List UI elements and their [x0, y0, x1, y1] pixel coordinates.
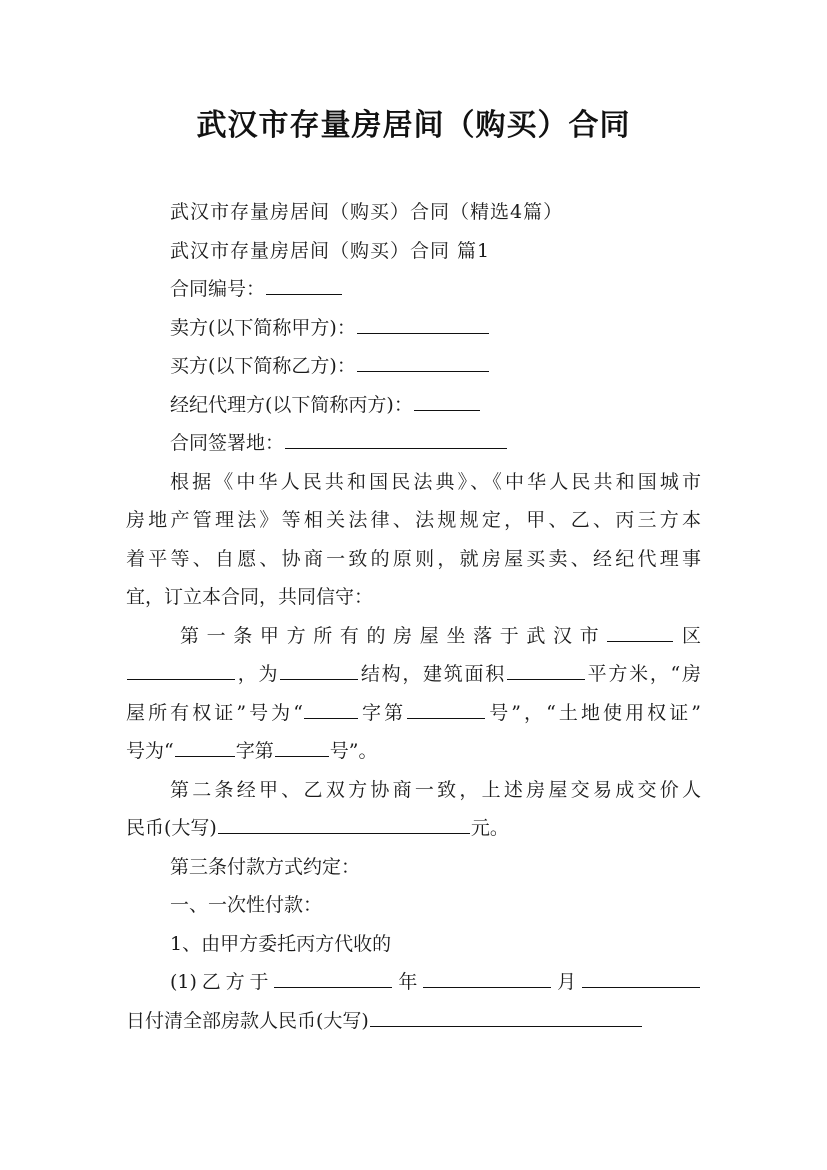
agent-blank — [414, 388, 480, 411]
payment-line-1 — [126, 963, 701, 1002]
basis-line-2: 房地产管理法》等相关法律、法规规定，甲、乙、丙三方本 — [126, 509, 701, 531]
ownership-no-blank — [407, 696, 485, 719]
article-1-line-2 — [126, 655, 701, 694]
land-word-blank — [175, 734, 235, 757]
basis-line-4: 宜，订立本合同，共同信守： — [126, 586, 374, 608]
month-label: 月 — [552, 971, 581, 993]
payment-line-2 — [126, 1002, 701, 1041]
ownership-no-label: 字第 — [358, 701, 407, 724]
payment-prefix: (1)乙方于 — [170, 971, 274, 993]
seller-blank — [357, 311, 489, 334]
document-title: 武汉市存量房居间（购买）合同 — [196, 108, 631, 143]
year-blank — [274, 965, 392, 988]
ownership-word-blank — [304, 696, 358, 719]
price-unit: 元。 — [470, 817, 509, 839]
agent-line — [126, 386, 701, 425]
district-label: 区 — [674, 624, 701, 647]
article-2-line-2 — [126, 809, 701, 848]
article-1-line-4 — [126, 732, 701, 771]
land-no-blank — [275, 734, 329, 757]
contract-number-label: 合同编号： — [170, 278, 266, 300]
contract-number-blank — [266, 272, 342, 295]
year-label: 年 — [393, 971, 423, 993]
basis-line-1: 根据《中华人民共和国民法典》、《中华人民共和国城市 — [170, 470, 701, 493]
price-blank — [218, 811, 470, 834]
seller-label: 卖方(以下简称甲方)： — [170, 316, 356, 339]
area-blank — [507, 657, 585, 680]
one-time-payment-heading: 一、一次性付款： — [170, 894, 323, 916]
article-1-line-1 — [126, 617, 701, 656]
article-2-line-1: 第二条经甲、乙双方协商一致，上述房屋交易成交价人 — [170, 778, 701, 801]
contract-number-line — [126, 270, 701, 309]
structure-prefix: ，为 — [236, 663, 280, 685]
land-cert-prefix: 号为“ — [126, 740, 174, 762]
sign-place-line — [126, 424, 701, 463]
buyer-blank — [357, 349, 489, 372]
full-payment-blank — [370, 1004, 642, 1027]
land-no-label: 字第 — [235, 740, 274, 762]
article-1-text: 第一条甲方所有的房屋坐落于武汉市 — [180, 624, 607, 647]
price-label: 民币(大写) — [126, 817, 217, 839]
area-unit: 平方米，“房 — [585, 663, 701, 685]
land-no-suffix: 号”。 — [329, 740, 378, 762]
agent-label: 经纪代理方(以下简称丙方)： — [170, 393, 413, 416]
ownership-cert-label: 屋所有权证”号为“ — [126, 701, 303, 724]
location-blank — [127, 657, 235, 680]
month-blank — [423, 965, 551, 988]
area-label: 结构，建筑面积 — [359, 663, 506, 685]
document-body — [126, 193, 701, 1040]
sign-place-blank — [285, 426, 507, 449]
article-1-line-3 — [126, 694, 701, 733]
item-1-line: 1、由甲方委托丙方代收的 — [170, 932, 392, 955]
structure-blank — [280, 657, 358, 680]
article-3-heading: 第三条付款方式约定： — [170, 855, 361, 878]
section-heading: 武汉市存量房居间（购买）合同 篇1 — [170, 239, 491, 262]
land-cert-label: 号”，“土地使用权证” — [486, 701, 702, 724]
seller-line — [126, 309, 701, 348]
full-payment-label: 日付清全部房款人民币(大写) — [126, 1009, 369, 1032]
basis-line-3: 着平等、自愿、协商一致的原则，就房屋买卖、经纪代理事 — [126, 547, 701, 570]
buyer-line — [126, 347, 701, 386]
day-blank — [582, 965, 700, 988]
sign-place-label: 合同签署地： — [170, 432, 285, 454]
buyer-label: 买方(以下简称乙方)： — [170, 355, 356, 377]
district-blank — [607, 619, 673, 642]
subtitle-line: 武汉市存量房居间（购买）合同（精选4篇） — [170, 201, 564, 223]
